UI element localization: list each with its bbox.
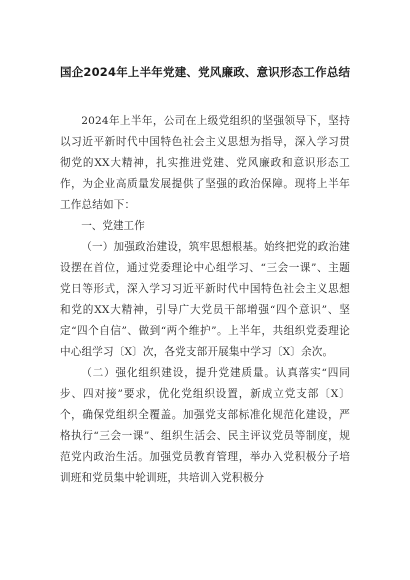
document-body	[60, 111, 350, 489]
paragraph-organization-building: （二）强化组织建设，提升党建质量。认真落实“四同步、四对接”要求，优化党组织设置，新成立党支部〔X〕个，确保党组织全覆盖。加强党支部标准化规范化建设，严格执行“三会一课”、组织生活会、民主评议党员等制度，规范党内政治生活。加强党员教育管理，举办入党积极分子培训班和党员集中轮训班，共培训入党积极分	[60, 367, 350, 484]
section-heading-party-building: 一、党建工作	[81, 220, 145, 232]
paragraph-political-building: （一）加强政治建设，筑牢思想根基。始终把党的政治建设摆在首位，通过党委理论中心组学习、“三会一课”、主题党日等形式，深入学习习近平新时代中国特色社会主义思想和党的XX大精神，引导广大党员干部增强“四个意识”、坚定“四个自信”、做到“两个维护”。上半年，共组织党委理论中心组学习〔X〕次，各党支部开展集中学习〔X〕余次。	[60, 241, 350, 358]
document-title: 国企2024年上半年党建、党风廉政、意识形态工作总结	[60, 65, 351, 79]
intro-paragraph: 2024年上半年，公司在上级党组织的坚强领导下，坚持以习近平新时代中国特色社会主义思想为指导，深入学习贯彻党的XX大精神，扎实推进党建、党风廉政和意识形态工作，为企业高质量发展提供了坚强的政治保障。现将上半年工作总结如下：	[60, 115, 350, 211]
